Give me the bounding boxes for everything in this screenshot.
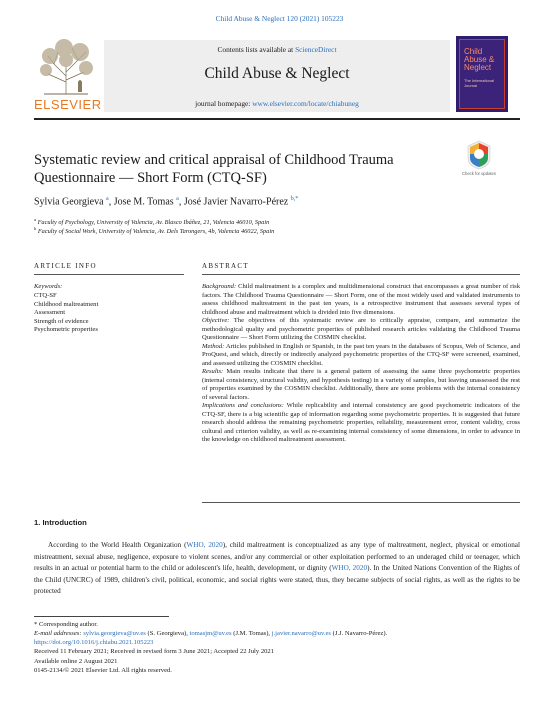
intro-text: According to the World Health Organization ( — [48, 541, 187, 549]
author-list: Sylvia Georgieva $^a$, Jose M. Tomas $^a$, José Javier Navarro-Pérez $^{b,*}$ — [34, 196, 299, 208]
email-owner: (S. Georgieva), — [145, 630, 190, 637]
section-heading-introduction: 1. Introduction — [34, 518, 87, 527]
received-dates: Received 11 February 2021; Received in revised form 3 June 2021; Accepted 22 July 2021 — [34, 648, 275, 656]
affiliation — [34, 226, 494, 235]
abstract-section-text: The objectives of this systematic review are to critically appraise, compare, and summarize the methodological quality and psychometric properties of published research articles validating the Childhood Trauma Questionnaire — Short Form utilizing the COSMIN checklist. — [202, 317, 520, 342]
abstract-bottom-rule — [202, 502, 520, 503]
doi-link[interactable]: https://doi.org/10.1016/j.chiabu.2021.105223 — [34, 639, 154, 646]
copyright-line: 0145-2134/© 2021 Elsevier Ltd. All rights reserved. — [34, 667, 172, 675]
affiliation-mark: a — [34, 217, 36, 222]
abstract-paragraph — [202, 402, 520, 445]
keyword-item: Psychometric properties — [34, 326, 98, 333]
running-head[interactable]: Child Abuse & Neglect 120 (2021) 105223 — [215, 14, 344, 23]
introduction-body — [34, 540, 520, 598]
cover-title: Child Abuse & Neglect — [464, 47, 495, 72]
journal-homepage-link[interactable]: www.elsevier.com/locate/chiabuneg — [252, 99, 359, 108]
introduction-paragraph — [34, 540, 520, 598]
intro-text: ), child maltreatment is conceptualized as any type of maltreatment, neglect, physical or emotional mistreatment, sexual abuse, negligence, exposure to violent scenes, and/or any commercial or other exploitation performed to an underaged child or teenager, which results in an actual or potential harm to the child or adolescent's life, health, development, or dignity ( — [34, 541, 520, 573]
abstract-section-label: Objective: — [202, 317, 230, 325]
footnote-rule — [34, 616, 169, 617]
check-for-updates-label[interactable]: Check for updates — [462, 171, 496, 176]
sciencedirect-link[interactable]: ScienceDirect — [295, 45, 337, 54]
keywords-label: Keywords: — [34, 283, 63, 290]
citation-link[interactable]: WHO, 2020 — [186, 541, 223, 549]
author-name[interactable]: José Javier Navarro-Pérez — [183, 196, 289, 208]
article-info-rule — [34, 274, 184, 275]
abstract-section-text: Child maltreatment is a complex and multidimensional construct that encompasses a great number of risk factors. The Childhood Trauma Questionnaire — Short Form, one of the most widely used and validated instruments to assess childhood maltreatment in the past ten years, is a retrospective instrument that assesses several types of childhood abuse and maltreatment which is divided into five dimensions. — [202, 283, 520, 316]
author-affil-mark[interactable]: a — [106, 196, 109, 202]
article-info-heading: ARTICLE INFO — [34, 262, 97, 270]
author-name[interactable]: Jose M. Tomas — [113, 196, 174, 208]
contents-prefix: Contents lists available at — [217, 45, 296, 54]
email-owner: (J.J. Navarro-Pérez). — [331, 630, 388, 637]
abstract-paragraph — [202, 283, 520, 317]
homepage-prefix: journal homepage: — [195, 99, 253, 108]
abstract-body — [202, 283, 520, 445]
keyword-item: CTQ-SF — [34, 292, 57, 299]
keyword-list — [34, 292, 184, 335]
citation-link[interactable]: WHO, 2020 — [331, 564, 368, 573]
email-label: E-mail addresses: — [34, 630, 82, 637]
affiliation-text: Faculty of Social Work, University of Valencia, Av. Dels Tarongers, 4b, Valencia 46022, Spain — [37, 228, 275, 236]
publication-info — [34, 638, 520, 676]
email-link[interactable]: tomasjm@uv.es — [189, 630, 232, 637]
abstract-section-label: Implications and conclusions: — [202, 402, 284, 410]
abstract-section-label: Background: — [202, 283, 237, 290]
abstract-section-text: Main results indicate that there is a general pattern of assessing the same three psychometric properties (internal consistency, structural validity, and hypothesis testing) in a variety of samples, but leaving unassessed the rest of properties examined by the COSMIN checklist. Additionally, there are some problems with the internal consistency of several factors. — [202, 368, 520, 401]
footnotes — [34, 620, 520, 638]
masthead-rule — [34, 118, 520, 120]
email-addresses — [34, 629, 520, 638]
check-for-updates-icon[interactable] — [466, 140, 492, 170]
abstract-heading: ABSTRACT — [202, 262, 249, 270]
homepage-line — [104, 99, 450, 108]
corresponding-author-note: * Corresponding author. — [34, 621, 98, 628]
journal-name: Child Abuse & Neglect — [204, 65, 350, 82]
publisher-wordmark: ELSEVIER — [34, 97, 102, 112]
email-link[interactable]: sylvia.georgieva@uv.es — [83, 630, 146, 637]
abstract-paragraph — [202, 343, 520, 369]
cover-subtitle: The International Journal — [464, 78, 495, 88]
contents-line — [104, 45, 450, 54]
affiliation-mark: b — [34, 226, 37, 231]
journal-cover-image — [456, 36, 508, 112]
abstract-section-label: Method: — [202, 342, 225, 350]
abstract-section-text: While replicability and internal consistency are good psychometric indicators of the CTQ-SF, there is a big scientific gap of information regarding some psychometric properties. It is suggested that future research should address the remaining psychometric properties, reliability, measurement error, content validity, cross cultural and criterion validity, as well as re-examining internal consistency of some dimensions, in order to advance in the knowledge on childhood maltreatment assessment. — [202, 402, 521, 444]
paper-title: Systematic review and critical appraisal of Childhood Trauma Questionnaire — Short Form (CTQ-SF) — [34, 152, 394, 186]
keyword-item: Childhood maltreatment — [34, 300, 99, 308]
intro-text: ). In the United Nations Convention of the Rights of the Child (UNCRC) of 1989, children's civil, political, economic, and social rights were stated, thus, they became subjects of social rights, as well as the rights to be protected — [34, 564, 520, 596]
email-link[interactable]: j.javier.navarro@uv.es — [271, 630, 331, 637]
abstract-rule — [202, 274, 520, 275]
keyword-item: Assessment — [34, 309, 66, 316]
email-owner: (J.M. Tomas), — [231, 630, 272, 637]
abstract-paragraph — [202, 317, 520, 343]
affiliation — [34, 217, 494, 226]
cover-frame — [459, 39, 505, 109]
abstract-section-text: Articles published in English or Spanish, in the past ten years in the databases of Scopus, Web of Science, and ProQuest, and which, directly or indirectly analyzed psychometric properties of the CTQ-SF were screened, examined, and assessed utilizing the COSMIN checklist. — [202, 342, 520, 367]
abstract-section-label: Results: — [202, 368, 224, 376]
available-online: Available online 2 August 2021 — [34, 657, 118, 665]
abstract-paragraph — [202, 368, 520, 402]
author-affil-mark[interactable]: a — [176, 196, 179, 202]
affiliation-text: Faculty of Psychology, University of Valencia, Av. Blasco Ibáñez, 21, Valencia 46010, Spain — [37, 219, 270, 227]
keyword-item: Strength of evidence — [34, 317, 89, 325]
author-affil-mark[interactable]: b,* — [290, 196, 299, 202]
author-name[interactable]: Sylvia Georgieva — [34, 196, 104, 208]
